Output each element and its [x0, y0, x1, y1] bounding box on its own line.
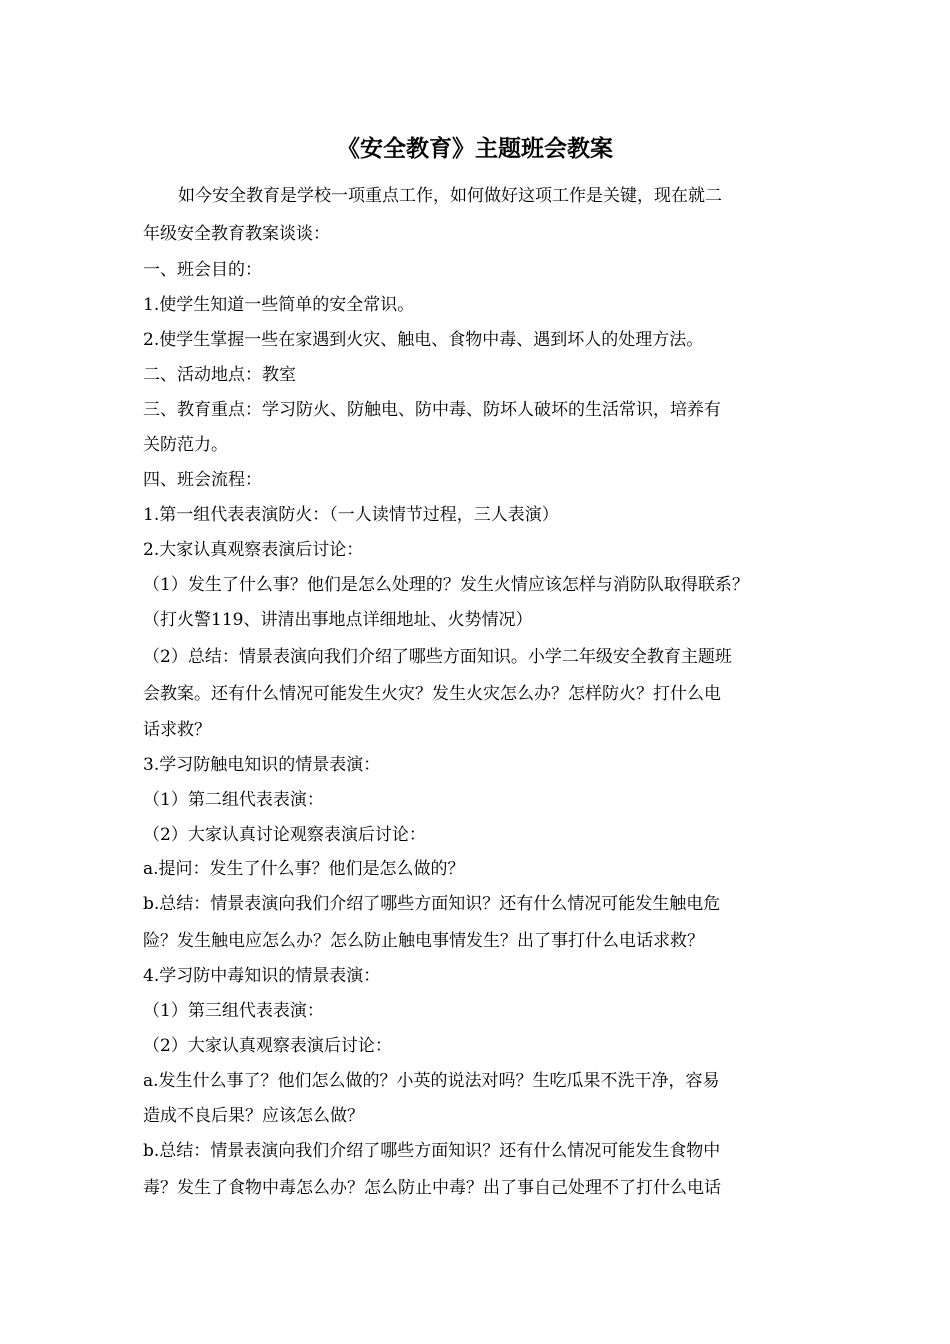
- section-heading: 一、班会目的：: [143, 260, 262, 280]
- list-item: b.总结：情景表演向我们介绍了哪些方面知识？还有什么情况可能发生食物中: [143, 1141, 721, 1161]
- list-item: 2.大家认真观察表演后讨论：: [143, 540, 364, 560]
- paragraph-line: 如今安全教育是学校一项重点工作，如何做好这项工作是关键，现在就二: [178, 186, 722, 206]
- paragraph-line: （打火警119、讲清出事地点详细地址、火势情况）: [143, 610, 533, 630]
- list-item: 1.第一组代表表演防火：（一人读情节过程，三人表演）: [143, 505, 559, 525]
- list-item: （2）大家认真讨论观察表演后讨论：: [143, 825, 426, 845]
- list-item: （1）第三组代表表演：: [143, 1001, 324, 1021]
- paragraph-line: 毒？发生了食物中毒怎么办？怎么防止中毒？出了事自己处理不了打什么电话: [143, 1178, 721, 1198]
- list-item: 1.使学生知道一些简单的安全常识。: [143, 295, 415, 315]
- paragraph-line: 会教案。还有什么情况可能发生火灾？发生火灾怎么办？怎样防火？打什么电: [143, 684, 721, 704]
- list-item: （2）大家认真观察表演后讨论：: [143, 1036, 392, 1056]
- document-title: 《安全教育》主题班会教案: [337, 135, 613, 162]
- list-item: a.发生什么事了？他们怎么做的？小英的说法对吗？生吃瓜果不洗干净，容易: [143, 1071, 720, 1091]
- list-item: （1）发生了什么事？他们是怎么处理的？发生火情应该怎样与消防队取得联系？: [143, 575, 749, 595]
- paragraph-line: 年级安全教育教案谈谈：: [143, 224, 330, 244]
- paragraph-line: 话求救？: [143, 720, 211, 740]
- section-heading: 二、活动地点：教室: [143, 365, 296, 385]
- list-item: 2.使学生掌握一些在家遇到火灾、触电、食物中毒、遇到坏人的处理方法。: [143, 330, 704, 350]
- list-item: （2）总结：情景表演向我们介绍了哪些方面知识。小学二年级安全教育主题班: [143, 647, 732, 667]
- list-item: （1）第二组代表表演：: [143, 790, 324, 810]
- paragraph-line: 关防范力。: [143, 435, 228, 455]
- paragraph-line: 造成不良后果？应该怎么做？: [143, 1106, 364, 1126]
- paragraph-line: 险？发生触电应怎么办？怎么防止触电事情发生？出了事打什么电话求救？: [143, 931, 704, 951]
- section-heading: 三、教育重点：学习防火、防触电、防中毒、防坏人破坏的生活常识，培养有: [143, 400, 721, 420]
- list-item: 4.学习防中毒知识的情景表演：: [143, 966, 381, 986]
- section-heading: 四、班会流程：: [143, 470, 262, 490]
- list-item: b.总结：情景表演向我们介绍了哪些方面知识？还有什么情况可能发生触电危: [143, 894, 721, 914]
- list-item: a.提问：发生了什么事？他们是怎么做的？: [143, 859, 465, 879]
- list-item: 3.学习防触电知识的情景表演：: [143, 755, 381, 775]
